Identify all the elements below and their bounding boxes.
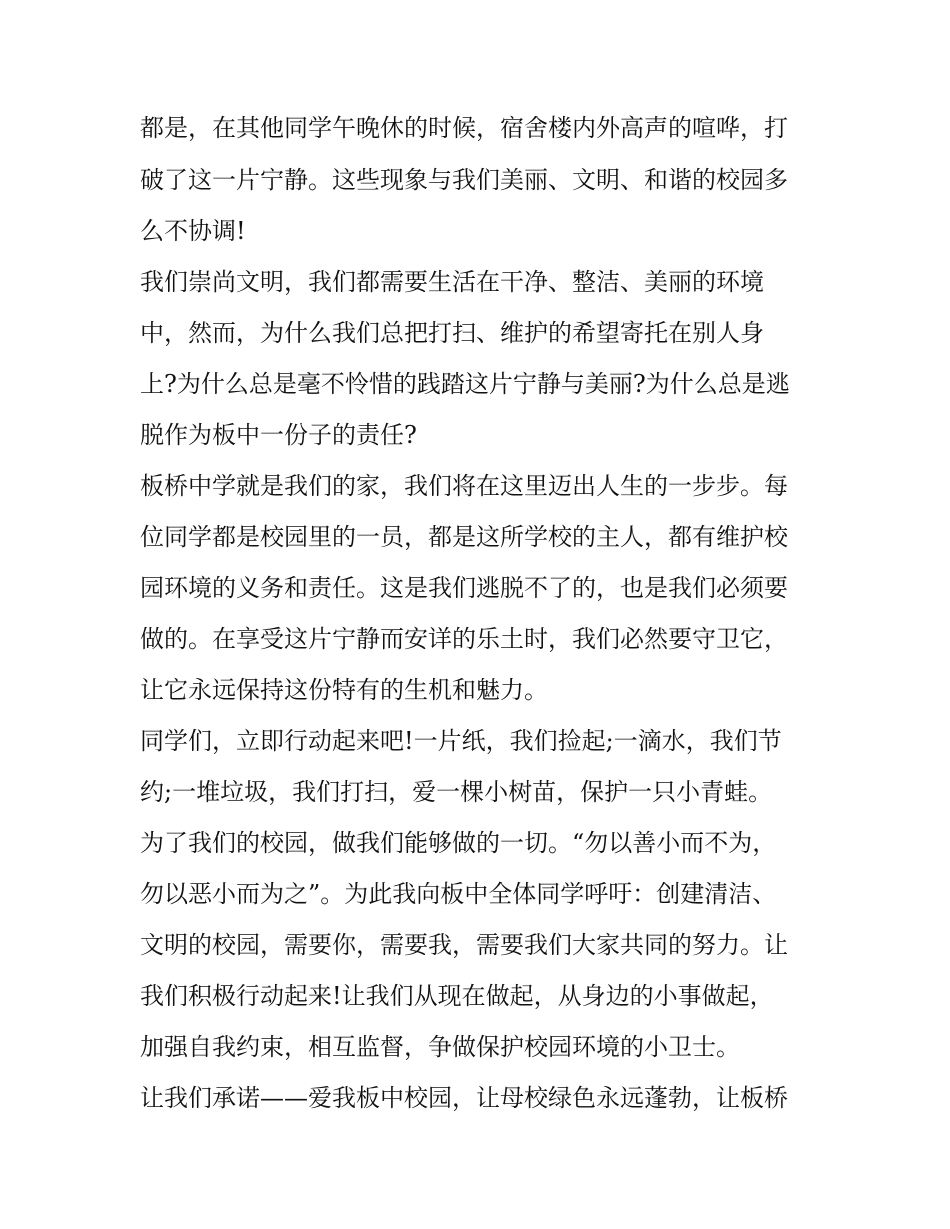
text-line: 园环境的义务和责任。这是我们逃脱不了的，也是我们必须要 — [140, 574, 788, 602]
text-line: 让它永远保持这份特有的生机和魅力。 — [140, 676, 548, 704]
text-line: 脱作为板中一份子的责任? — [140, 421, 417, 449]
text-line: 位同学都是校园里的一员，都是这所学校的主人，都有维护校 — [140, 523, 788, 551]
text-line: 为了我们的校园，做我们能够做的一切。“勿以善小而不为， — [140, 829, 777, 857]
text-line: 加强自我约束，相互监督，争做保护校园环境的小卫士。 — [140, 1033, 740, 1061]
text-line: 都是，在其他同学午晚休的时候，宿舍楼内外高声的喧哗，打 — [140, 114, 788, 142]
text-line: 文明的校园，需要你，需要我，需要我们大家共同的努力。让 — [140, 931, 788, 959]
text-line: 做的。在享受这片宁静而安详的乐土时，我们必然要守卫它， — [140, 625, 788, 653]
text-line: 中，然而，为什么我们总把打扫、维护的希望寄托在别人身 — [140, 319, 764, 347]
text-line: 同学们，立即行动起来吧!一片纸，我们捡起;一滴水，我们节 — [140, 727, 782, 755]
text-line: 我们积极行动起来!让我们从现在做起，从身边的小事做起， — [140, 982, 774, 1010]
text-line: 么不协调! — [140, 217, 246, 245]
text-line: 约;一堆垃圾，我们打扫，爱一棵小树苗，保护一只小青蛙。 — [140, 778, 773, 806]
text-line: 上?为什么总是毫不怜惜的践踏这片宁静与美丽?为什么总是逃 — [140, 370, 790, 398]
text-line: 板桥中学就是我们的家，我们将在这里迈出人生的一步步。每 — [140, 472, 788, 500]
text-line: 破了这一片宁静。这些现象与我们美丽、文明、和谐的校园多 — [140, 166, 788, 194]
text-line: 我们崇尚文明，我们都需要生活在干净、整洁、美丽的环境 — [140, 268, 764, 296]
text-line: 勿以恶小而为之”。为此我向板中全体同学呼吁：创建清洁、 — [140, 880, 777, 908]
text-line: 让我们承诺——爱我板中校园，让母校绿色永远蓬勃，让板桥 — [140, 1084, 788, 1112]
